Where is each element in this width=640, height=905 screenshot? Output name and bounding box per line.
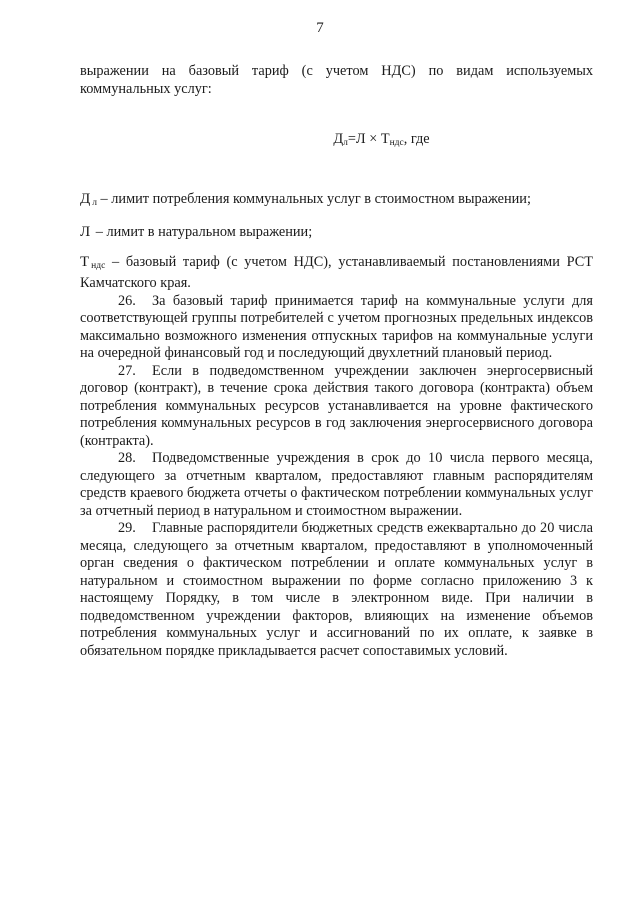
definition-symbol: Т	[80, 253, 90, 270]
definition-sub: л	[92, 197, 97, 208]
definition-symbol: Л	[80, 224, 91, 240]
definition-dl	[80, 191, 593, 213]
formula-tail: , где	[403, 131, 430, 147]
definition-tnds	[80, 254, 593, 293]
paragraph-text: Если в подведомственном учреждении заключен энергосервисный договор (контракт), в течение срока действия такого договора (контракта) объем потребления коммунальных ресурсов устанавливается на уровне фактического потребления коммунальных ресурсов в год заключения энергосервисного договора (контракта).	[80, 362, 593, 449]
definition-symbol: Д	[80, 190, 91, 207]
paragraph-number: 27.	[118, 362, 136, 379]
paragraph-27	[80, 363, 593, 451]
definition-sub: ндс	[91, 260, 106, 271]
definition-l	[80, 224, 593, 242]
paragraph-text: За базовый тариф принимается тариф на коммунальные услуги для соответствующей группы потребителей с учетом прогнозных предельных индексов максимально возможного изменения отпускных тарифов на коммунальные услуги на очередной финансовый год и последующий двухлетний плановый период.	[80, 292, 593, 361]
formula-rhs-sub: ндс	[389, 138, 404, 148]
paragraph-29	[80, 520, 593, 660]
paragraph-text: Главные распорядители бюджетных средств ежеквартально до 20 числа месяца, следующего за отчетным кварталом, предоставляют в уполномоченный орган сведения о фактическом потреблении и оплате коммунальных услуг в натуральном и стоимостном выражении по форме согласно приложению 3 к настоящему Порядку, в том числе в электронном виде. При наличии в подведомственном учреждении факторов, влияющих на изменение объемов потребления коммунальных услуг и ассигнований по их оплате, к заявке в обязательном порядке прикладывается расчет сопоставимых условий.	[80, 520, 593, 659]
paragraph-text: Подведомственные учреждения в срок до 10 числа первого месяца, следующего за отчетным кварталом, предоставляют главным распорядителям средств краевого бюджета отчеты о фактическом потреблении коммунальных услуг за отчетный период в натуральном и стоимостном выражении.	[80, 450, 593, 519]
intro-paragraph: выражении на базовый тариф (с учетом НДС) по видам используемых коммунальных услуг:	[80, 63, 593, 97]
paragraph-number: 26.	[118, 292, 136, 309]
definition-text: – базовый тариф (с учетом НДС), устанавливаемый постановлениями РСТ Камчатского края.	[80, 253, 593, 291]
paragraph-28	[80, 450, 593, 520]
paragraph-number: 28.	[118, 450, 136, 466]
formula-lhs: Д	[333, 131, 344, 147]
paragraph-26	[80, 293, 593, 363]
paragraph-number: 29.	[118, 520, 136, 536]
document-body	[80, 63, 593, 660]
definition-text: – лимит потребления коммунальных услуг в стоимостном выражении;	[96, 190, 531, 207]
page-number: 7	[316, 20, 324, 36]
definition-text: – лимит в натуральном выражении;	[92, 224, 313, 240]
formula	[80, 131, 593, 153]
formula-eq: =Л × Т	[347, 131, 390, 147]
formula-lhs-sub: л	[343, 138, 348, 148]
